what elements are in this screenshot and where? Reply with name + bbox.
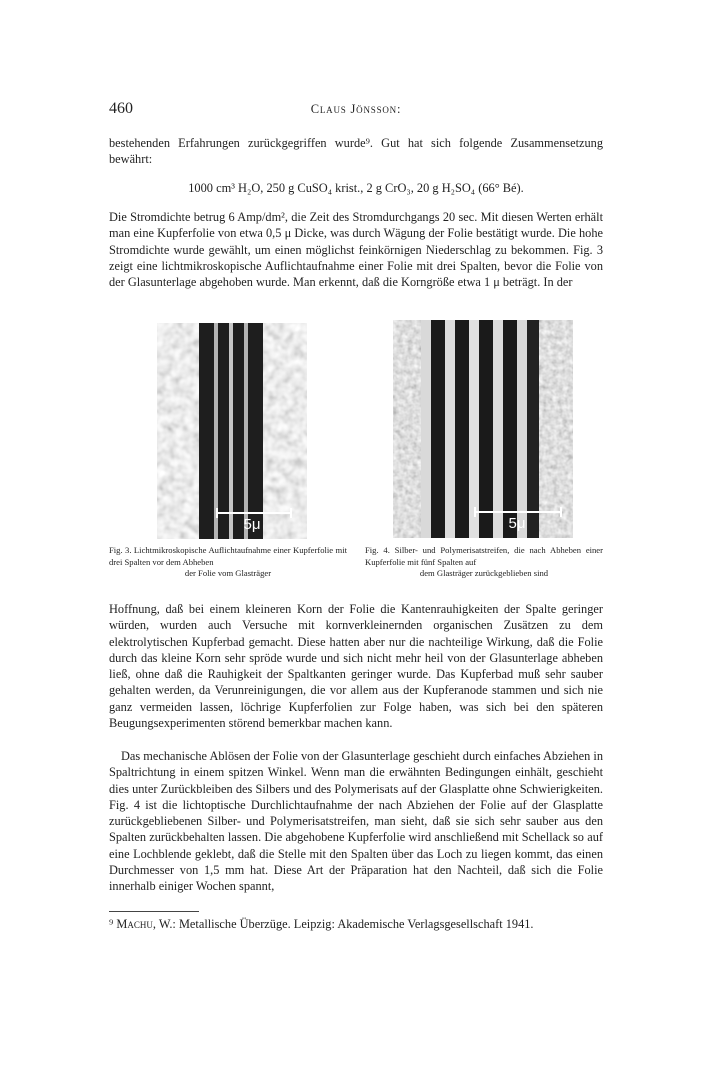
paragraph-4: Das mechanische Ablösen der Folie von der Glasunterlage geschieht durch einfaches Abziehen in Spaltrichtung in einem spitzen Winkel. Wenn man die erwähnten Bedingungen einhält, geschieht dies unter Zurückbleiben des Silbers und des Polymerisats auf der Glasplatte ohne Schwierigkeiten. Fig. 4 ist die lichtoptische Durchlichtaufnahme der nach Abziehen der Folie auf der Glasplatte zurückgebliebenen Silber- und Polymerisatstreifen, man sieht, daß sie sich sehr sauber aus den Spalten zurückbehalten lassen. Die abgehobene Kupferfolie wird anschließend mit Schellack so auf eine Lochblende geklebt, daß die Stelle mit den Spalten über das Loch zu liegen kommt, das einen Durchmesser von 1,5 mm hat. Diese Art der Präparation hat den Nachteil, daß sich die Folie innerhalb einiger Wochen spannt, xyxy=(109,749,603,894)
figure-4-image xyxy=(393,320,573,538)
figure-3-caption xyxy=(109,545,347,580)
footnote-marker: ⁹ xyxy=(109,917,114,931)
running-head: Claus Jönsson: xyxy=(310,102,402,116)
page-number: 460 xyxy=(109,100,133,117)
paragraph-3: Hoffnung, daß bei einem kleineren Korn der Folie die Kantenrauhigkeiten der Spalte geringer würden, wurden auch Versuche mit kornverkleinernden organischen Zusätzen zu dem elektrolytischen Kupferbad gemacht. Diese hatten aber nur die nachteilige Wirkung, daß die Folie durch das kleine Korn sehr spröde wurde und sich nicht mehr heil von der Glasunterlage abheben ließ, ohne daß die Rauhigkeit der Spaltkanten geringer wurde. Das Kupferbad muß sehr sauber gehalten werden, da Verunreinigungen, die vor allem aus der Kupferanode stammen und sich nie ganz vermeiden lassen, löchrige Kupferfolien zur Folge haben, was sich bei den späteren Beugungsexperimenten störend bemerkbar machen kann. xyxy=(109,602,603,731)
figure-4-caption-main: Fig. 4. Silber- und Polymerisatstreifen, die nach Abheben einer Kupferfolie mit fünf Spalten auf xyxy=(365,545,603,567)
figure-4-micrograph xyxy=(393,320,573,538)
figure-4-caption-last: dem Glasträger zurückgeblieben sind xyxy=(419,568,549,578)
figure-3-image xyxy=(157,323,307,539)
figure-4-caption xyxy=(365,545,603,580)
bath-composition-formula: 1000 cm³ H₂O, 250 g CuSO₄ krist., 2 g CrO₃, 20 g H₂SO₄ (66° Bé). xyxy=(188,181,524,195)
figure-3-caption-main: Fig. 3. Lichtmikroskopische Auflichtaufnahme einer Kupferfolie mit drei Spalten vor dem Abheben xyxy=(109,545,347,567)
footnote-text: Metallische Überzüge. Leipzig: Akademische Verlagsgesellschaft 1941. xyxy=(175,917,534,931)
figure-3-caption-last: der Folie vom Glasträger xyxy=(184,568,272,578)
running-header xyxy=(109,100,603,120)
paragraph-2: Die Stromdichte betrug 6 Amp/dm², die Zeit des Stromdurchgangs 20 sec. Mit diesen Werten erhält man eine Kupferfolie von etwa 0,5 μ Dicke, was durch Wägung der Folie bestätigt wurde. Die hohe Stromdichte wurde gewählt, um einen möglichst feinkörnigen Niederschlag zu bekommen. Fig. 3 zeigt eine lichtmikroskopische Auflichtaufnahme einer Folie mit drei Spalten, bevor die Folie von der Glasunterlage abgehoben wurde. Man erkennt, daß die Korngröße etwa 1 μ beträgt. In der xyxy=(109,210,603,290)
figure-4-scale-label: 5μ xyxy=(508,515,526,532)
figure-3-scale-label: 5μ xyxy=(243,516,261,533)
footnote-rule xyxy=(109,911,199,912)
footnote xyxy=(109,916,603,932)
paragraph-1: bestehenden Erfahrungen zurückgegriffen wurde⁹. Gut hat sich folgende Zusammensetzung bewährt: xyxy=(109,136,603,167)
footnote-author: Machu, W.: xyxy=(116,917,176,931)
figure-3-micrograph xyxy=(157,323,307,539)
